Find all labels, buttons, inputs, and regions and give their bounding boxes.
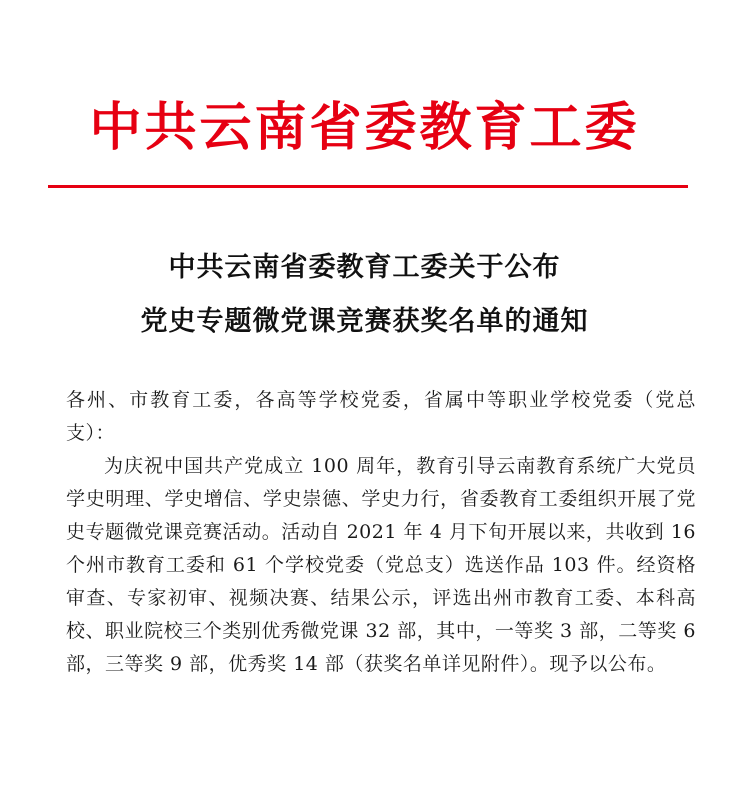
- salutation: 各州、市教育工委，各高等学校党委，省属中等职业学校党委（党总支）：: [66, 389, 696, 444]
- document-title-line-1: 中共云南省委教育工委关于公布: [168, 252, 561, 283]
- masthead-red-rule: [48, 185, 688, 188]
- masthead-title: 中共云南省委教育工委: [89, 97, 640, 158]
- document-title-line-2: 党史专题微党课竞赛获奖名单的通知: [140, 306, 589, 337]
- body-paragraph-1: 为庆祝中国共产党成立 100 周年，教育引导云南教育系统广大党员学史明理、学史增信、学史崇德、学史力行，省委教育工委组织开展了党史专题微党课竞赛活动。活动自 2021 年 4 月下旬开展以来，共收到 16 个州市教育工委和 61 个学校党委（党总支）选送作品 103 件。经资格审查、专家初审、视频决赛、结果公示，评选出州市教育工委、本科高校、职业院校三个类别优秀微党课 32 部，其中，一等奖 3 部，二等奖 6 部，三等奖 9 部，优秀奖 14 部（获奖名单详见附件）。现予以公布。: [66, 455, 696, 675]
- document-body: [66, 384, 696, 681]
